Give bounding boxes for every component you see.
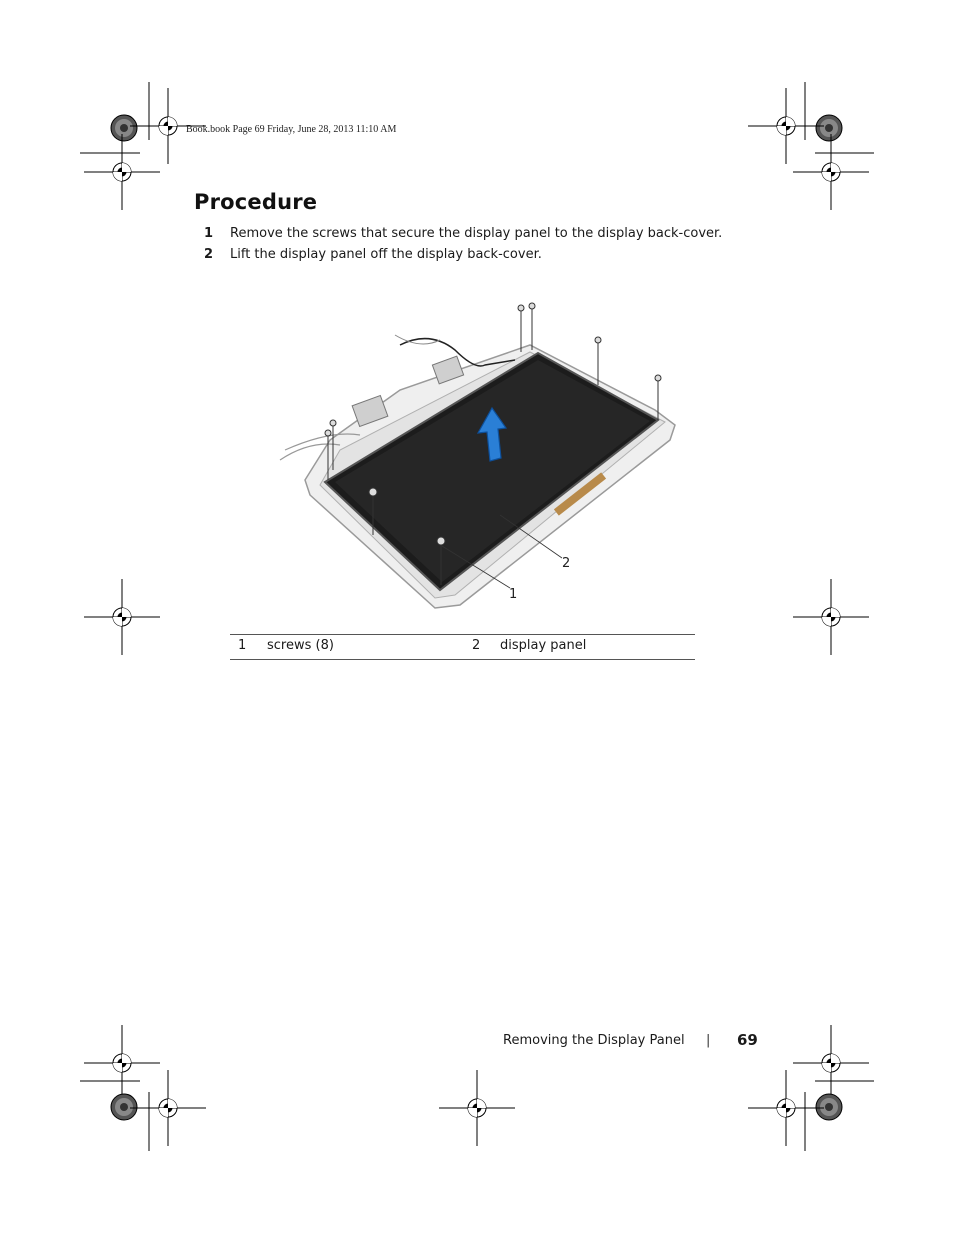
callout-1: 1 bbox=[509, 587, 518, 602]
crop-mark-top-right bbox=[748, 82, 874, 210]
figure-legend bbox=[230, 634, 695, 660]
crop-mark-mid-left bbox=[84, 579, 160, 655]
footer-separator: | bbox=[706, 1033, 711, 1048]
crop-mark-bottom-left bbox=[80, 1025, 206, 1151]
print-header: Book.book Page 69 Friday, June 28, 2013 11:10 AM bbox=[186, 124, 397, 135]
step-text: Lift the display panel off the display back-cover. bbox=[230, 247, 542, 262]
crop-mark-bottom-center bbox=[439, 1070, 515, 1146]
crop-mark-top-left bbox=[80, 82, 206, 210]
legend-label: screws (8) bbox=[267, 638, 334, 653]
page-number: 69 bbox=[737, 1031, 758, 1049]
crop-mark-mid-right bbox=[793, 579, 869, 655]
legend-number: 1 bbox=[238, 638, 247, 653]
section-title: Procedure bbox=[194, 190, 318, 214]
display-panel-illustration bbox=[270, 290, 690, 610]
step-number: 1 bbox=[204, 226, 214, 241]
step-text: Remove the screws that secure the display panel to the display back-cover. bbox=[230, 226, 723, 241]
footer-section-title: Removing the Display Panel bbox=[503, 1033, 685, 1048]
crop-mark-bottom-right bbox=[748, 1025, 874, 1151]
step-number: 2 bbox=[204, 247, 214, 262]
callout-2: 2 bbox=[562, 556, 571, 571]
legend-number: 2 bbox=[472, 638, 481, 653]
legend-label: display panel bbox=[500, 638, 587, 653]
